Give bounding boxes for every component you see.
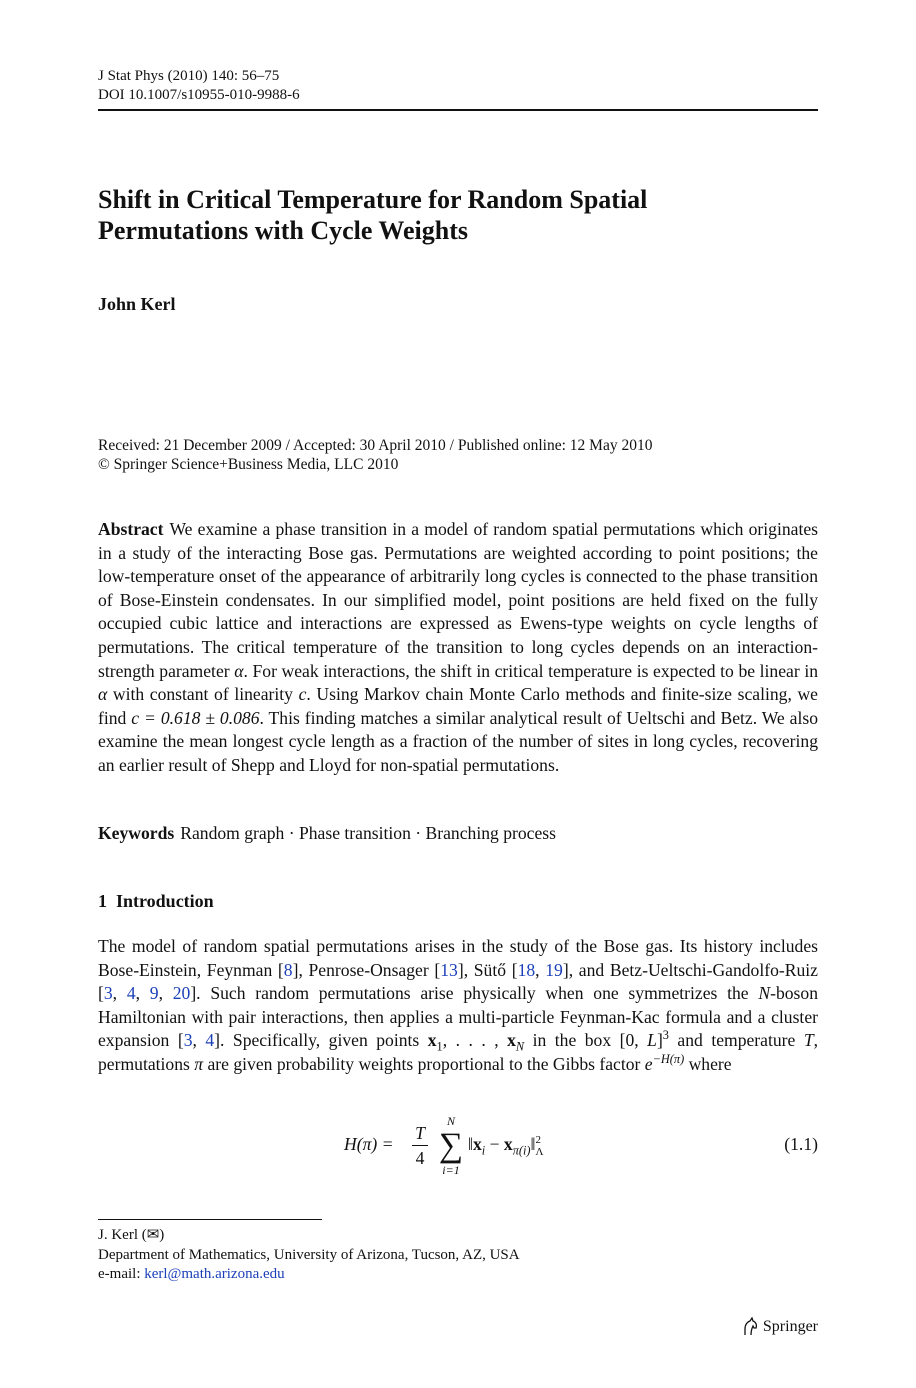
alpha-symbol: α <box>234 660 244 681</box>
author-footnote <box>98 1226 520 1285</box>
footnote-affiliation: Department of Mathematics, University of Arizona, Tucson, AZ, USA <box>98 1246 520 1263</box>
citation-link[interactable]: 18 <box>517 959 536 980</box>
publication-dates <box>98 436 652 474</box>
title-line-2: Permutations with Cycle Weights <box>98 216 468 245</box>
citation-link[interactable]: 3 <box>183 1030 193 1051</box>
citation-link[interactable]: 4 <box>126 983 136 1004</box>
doi: DOI 10.1007/s10955-010-9988-6 <box>98 87 300 103</box>
springer-horse-icon <box>741 1317 759 1337</box>
author-name: John Kerl <box>98 294 176 314</box>
keywords-list: Random graph · Phase transition · Branching process <box>180 823 556 843</box>
footnote-rule <box>98 1219 322 1220</box>
publisher-name: Springer <box>762 1318 818 1335</box>
dates-line: Received: 21 December 2009 / Accepted: 30 April 2010 / Published online: 12 May 2010 <box>98 437 653 454</box>
publisher-logo <box>741 1317 818 1337</box>
citation-link[interactable]: 3 <box>103 983 113 1004</box>
header-rule <box>98 109 818 111</box>
journal-citation: J Stat Phys (2010) 140: 56–75 <box>98 68 280 84</box>
footnote-email-line: e-mail: kerl@math.arizona.edu <box>98 1266 285 1282</box>
summation: N ∑ i=1 <box>436 1114 466 1178</box>
citation-link[interactable]: 4 <box>205 1030 215 1051</box>
sigma-symbol: ∑ <box>438 1127 464 1164</box>
journal-header <box>98 67 300 105</box>
fraction: T 4 <box>412 1122 428 1169</box>
result-formula: c = 0.618 ± 0.086 <box>131 707 260 728</box>
equation-1-1 <box>344 1114 818 1182</box>
equation-number: (1.1) <box>784 1134 818 1154</box>
footnote-name: J. Kerl (✉) <box>98 1227 165 1243</box>
title-line-1: Shift in Critical Temperature for Random Spatial <box>98 185 648 214</box>
c-symbol: c <box>298 684 307 705</box>
email-link[interactable]: kerl@math.arizona.edu <box>144 1266 285 1282</box>
section-heading: 1 Introduction <box>98 891 214 911</box>
keywords <box>98 822 818 846</box>
paper-title <box>98 184 818 246</box>
alpha-symbol: α <box>98 684 108 705</box>
citation-link[interactable]: 8 <box>283 959 293 980</box>
citation-link[interactable]: 19 <box>545 959 563 980</box>
abstract: Abstract We examine a phase transition in a model of random spatial permutations which originates in a study of the interacting Bose gas. Permutations are weighted according to point positions; the low-temperature onset of the appearance of arbitrarily long cycles is connected to the phase transition of Bose-Einstein condensates. In our simplified model, point positions are held fixed on the fully occupied cubic lattice and interactions are expressed as Ewens-type weights on cycle lengths of permutations. The critical temperature of the transition to long cycles depends on an interaction-strength parameter α. For weak interactions, the shift in critical temperature is expected to be linear in α with constant of linearity c. Using Markov chain Monte Carlo methods and finite-size scaling, we find c = 0.618 ± 0.086. This finding matches a similar analytical result of Ueltschi and Betz. We also examine the mean longest cycle length as a fraction of the number of sites in long cycles, recovering an earlier result of Shepp and Lloyd for non-spatial permutations. <box>98 519 819 775</box>
citation-link[interactable]: 9 <box>149 983 159 1004</box>
abstract-label: Abstract <box>98 519 164 539</box>
keywords-label: Keywords <box>98 823 175 843</box>
equation-norm: $‖x_i$ − $x_{\pi(i)}‖$ 2 Λ <box>468 1134 544 1158</box>
copyright-line: © Springer Science+Business Media, LLC 2010 <box>98 456 399 473</box>
citation-link[interactable]: 13 <box>440 959 458 980</box>
equation-lhs: H(π) = <box>344 1134 394 1154</box>
citation-link[interactable]: 20 <box>172 983 191 1004</box>
intro-paragraph: The model of random spatial permutations arises in the study of the Bose gas. Its history includes Bose-Einstein, Feynman [8], Penrose-Onsager [13], Sütő [18, 19], and Betz-Ueltschi-Gandolfo-Ruiz [3, 4, 9, 20]. Such random permutations arise physically when one symmetrizes the N-boson Hamiltonian with pair interactions, then applies a multi-particle Feynman-Kac formula and a cluster expansion [3, 4]. Specifically, given points $x_1$, . . . , $x_N$ in the box [0, L]$^3$ and temperature T, permutations π are given probability weights proportional to the Gibbs factor $e^{-H(\pi)}$ where <box>98 936 819 1074</box>
